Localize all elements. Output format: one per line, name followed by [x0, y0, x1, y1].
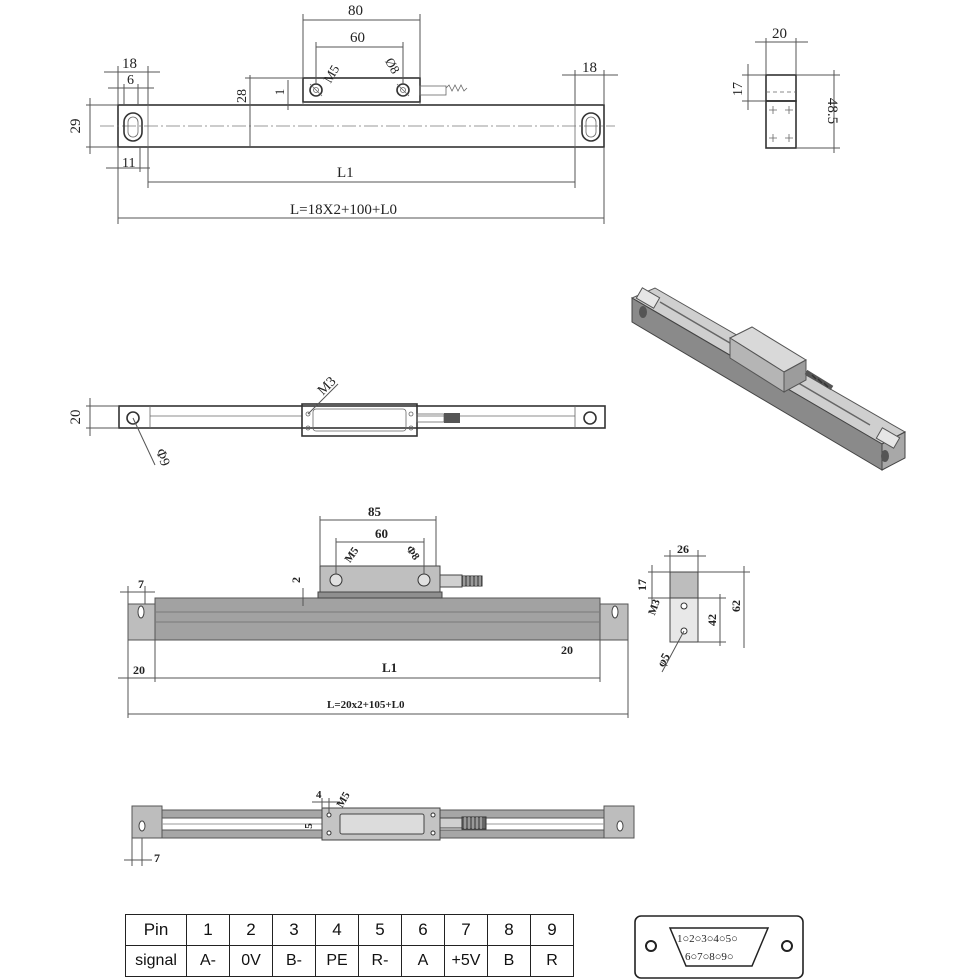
dim-80: 80 [348, 3, 363, 19]
dim-11: 11 [122, 156, 136, 171]
pin-row-label: Pin [126, 915, 187, 946]
side-view-1 [731, 26, 840, 153]
dim-view3-20-right: 20 [561, 643, 573, 657]
dim-85: 85 [368, 504, 381, 519]
dim-18-left: 18 [122, 56, 137, 72]
signal-cell: 0V [230, 946, 273, 977]
pin-cell: 9 [531, 915, 574, 946]
pin-cell: 6 [402, 915, 445, 946]
dim-view3-l1: L1 [382, 660, 398, 675]
signal-cell: A [402, 946, 445, 977]
pin-cell: 7 [445, 915, 488, 946]
label-view3-m5: M5 [342, 545, 362, 565]
signal-cell: R- [359, 946, 402, 977]
signal-cell: B [488, 946, 531, 977]
pin-cell: 8 [488, 915, 531, 946]
signal-cell: A- [187, 946, 230, 977]
view3-front-shaded [118, 504, 628, 718]
dim-view2-20: 20 [68, 409, 84, 425]
dim-view4-7: 7 [154, 851, 160, 865]
pin-signal-table [125, 914, 574, 977]
dim-view4-4: 4 [316, 789, 322, 801]
db9-connector [635, 916, 803, 978]
dim-18-right: 18 [582, 60, 597, 76]
scale-3d-render [632, 288, 905, 470]
dim-view3-total: L=20x2+105+L0 [327, 699, 405, 711]
label-view2-phi9: Φ9 [152, 446, 173, 469]
dim-view3-7: 7 [138, 577, 144, 591]
signal-cell: B- [273, 946, 316, 977]
label-phi8: Ø8 [382, 54, 404, 77]
view4-top-shaded [124, 789, 634, 866]
dim-side-20: 20 [772, 26, 787, 42]
pin-cell: 4 [316, 915, 359, 946]
connector-top-pins: 1○2○3○4○5○ [677, 933, 738, 945]
pin-cell: 3 [273, 915, 316, 946]
label-view2-m3: M3 [315, 374, 340, 399]
label-m5: M5 [320, 62, 343, 86]
dim-side-48-5: 48.5 [824, 97, 840, 125]
dim-view3-60: 60 [375, 526, 388, 541]
view1-front-drawing [68, 3, 618, 224]
signal-cell: +5V [445, 946, 488, 977]
signal-row-label: signal [126, 946, 187, 977]
dim-6: 6 [127, 73, 134, 88]
side-view-3 [635, 542, 750, 672]
dim-total-length: L=18X2+100+L0 [290, 202, 398, 218]
dim-side3-62: 62 [729, 600, 743, 612]
dim-view4-5: 5 [303, 823, 315, 829]
dim-1: 1 [272, 88, 287, 96]
label-view4-m5: M5 [334, 789, 353, 810]
dim-l1: L1 [337, 165, 354, 181]
label-side3-phi5: φ5 [653, 650, 673, 670]
signal-row [126, 946, 574, 977]
label-view3-phi8: Φ8 [403, 543, 422, 563]
view2-top-drawing [68, 374, 605, 468]
signal-cell: PE [316, 946, 359, 977]
pin-cell: 1 [187, 915, 230, 946]
dim-side3-17: 17 [635, 579, 649, 591]
dim-view3-2: 2 [289, 577, 303, 583]
dim-side3-26: 26 [677, 542, 689, 556]
signal-cell: R [531, 946, 574, 977]
dim-28: 28 [235, 89, 250, 103]
pin-row [126, 915, 574, 946]
dim-view3-20-left: 20 [133, 663, 145, 677]
label-side3-m3: M3 [646, 597, 663, 617]
connector-bottom-pins: 6○7○8○9○ [685, 951, 734, 963]
dim-side-17: 17 [731, 82, 746, 96]
dim-side3-42: 42 [705, 614, 719, 626]
pin-cell: 2 [230, 915, 273, 946]
pin-cell: 5 [359, 915, 402, 946]
dim-29: 29 [68, 118, 84, 134]
dim-60: 60 [350, 30, 365, 46]
